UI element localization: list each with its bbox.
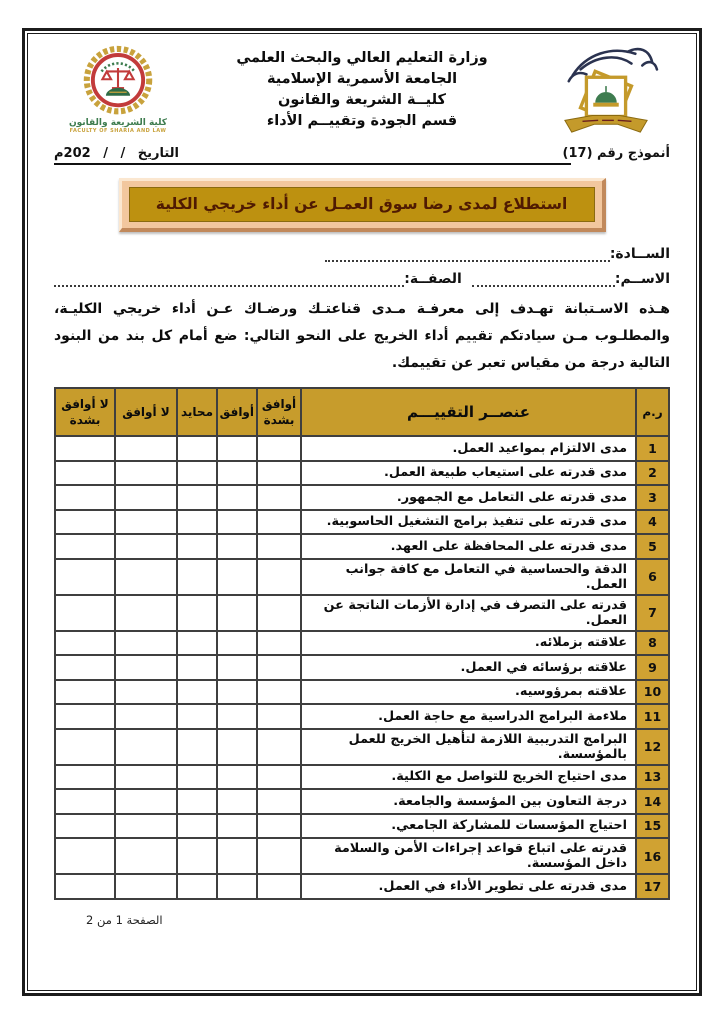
rating-cell-strongly-agree[interactable]: [257, 765, 301, 790]
row-item: قدرته على اتباع قواعد إجراءات الأمن والسلامة داخل المؤسسة.: [301, 838, 636, 874]
row-number: 6: [636, 559, 669, 595]
row-item: قدرته على التصرف في إدارة الأزمات الناتجة عن العمل.: [301, 595, 636, 631]
row-item: احتياج المؤسسات للمشاركة الجامعي.: [301, 814, 636, 839]
table-row: [55, 485, 669, 510]
sada-label: الســادة:: [609, 246, 670, 262]
faculty-seal-icon: [70, 42, 166, 120]
rating-cell-agree[interactable]: [217, 595, 257, 631]
row-number: 5: [636, 534, 669, 559]
table-row: [55, 655, 669, 680]
rating-cell-agree[interactable]: [217, 814, 257, 839]
title-banner-frame: [119, 178, 606, 232]
column-header-item: عنصــر التقييـــم: [301, 388, 636, 436]
rating-cell-strongly-agree[interactable]: [257, 485, 301, 510]
rating-cell-neutral[interactable]: [177, 765, 217, 790]
rating-cell-neutral[interactable]: [177, 874, 217, 899]
table-row: [55, 838, 669, 874]
rating-cell-agree[interactable]: [217, 789, 257, 814]
table-row: [55, 559, 669, 595]
column-header-disagree: لا أوافق: [115, 388, 177, 436]
rating-cell-disagree[interactable]: [115, 729, 177, 765]
rating-cell-strongly-disagree[interactable]: [55, 765, 115, 790]
page-number-label: الصفحة 1 من 2: [86, 912, 163, 927]
row-number: 2: [636, 461, 669, 486]
rating-cell-disagree[interactable]: [115, 838, 177, 874]
rating-cell-agree[interactable]: [217, 838, 257, 874]
rating-cell-neutral[interactable]: [177, 680, 217, 705]
university-emblem-icon: [547, 42, 665, 138]
rating-cell-disagree[interactable]: [115, 595, 177, 631]
rating-cell-agree[interactable]: [217, 559, 257, 595]
rating-cell-agree[interactable]: [217, 765, 257, 790]
row-number: 8: [636, 631, 669, 656]
faculty-seal-logo-icon: [54, 42, 182, 134]
table-row: [55, 510, 669, 535]
row-item: علاقته برؤسائه في العمل.: [301, 655, 636, 680]
rating-cell-strongly-agree[interactable]: [257, 559, 301, 595]
rating-cell-neutral[interactable]: [177, 485, 217, 510]
rating-cell-neutral[interactable]: [177, 814, 217, 839]
rating-cell-strongly-agree[interactable]: [257, 510, 301, 535]
rating-cell-disagree[interactable]: [115, 680, 177, 705]
table-row: [55, 595, 669, 631]
rating-cell-disagree[interactable]: [115, 631, 177, 656]
row-item: مدى قدرته على تطوير الأداء في العمل.: [301, 874, 636, 899]
rating-cell-strongly-agree[interactable]: [257, 655, 301, 680]
rating-cell-strongly-disagree[interactable]: [55, 534, 115, 559]
rating-cell-strongly-agree[interactable]: [257, 680, 301, 705]
identity-fields: [54, 246, 670, 287]
sada-input[interactable]: [325, 248, 610, 262]
university-emblem-logo-icon: [542, 42, 670, 138]
survey-instructions: هـذه الاسـتبانة تهـدف إلى معرفـة مـدى قناعتـك ورضـاك عـن أداء خريجي الكليـة، والمطلـوب مـن سيادتكم تقييم أداء الخريج على النحو التالي: ضع أمام كل بند من البنود التالية درجة من مقياس تعبر عن تقييمك.: [54, 301, 670, 371]
faculty-caption-english: FACULTY OF SHARIA AND LAW: [69, 128, 167, 134]
row-number: 15: [636, 814, 669, 839]
rating-cell-strongly-agree[interactable]: [257, 789, 301, 814]
rating-cell-agree[interactable]: [217, 680, 257, 705]
rating-cell-strongly-agree[interactable]: [257, 838, 301, 874]
rating-cell-disagree[interactable]: [115, 461, 177, 486]
evaluation-table: [54, 387, 670, 900]
rating-cell-disagree[interactable]: [115, 874, 177, 899]
rating-cell-agree[interactable]: [217, 655, 257, 680]
row-number: 12: [636, 729, 669, 765]
table-row: [55, 789, 669, 814]
rating-cell-strongly-agree[interactable]: [257, 814, 301, 839]
page-footer: [54, 909, 670, 928]
rating-cell-agree[interactable]: [217, 510, 257, 535]
evaluation-table-body: [55, 436, 669, 899]
rating-cell-strongly-agree[interactable]: [257, 595, 301, 631]
table-row: [55, 534, 669, 559]
rating-cell-strongly-disagree[interactable]: [55, 838, 115, 874]
rating-cell-disagree[interactable]: [115, 510, 177, 535]
row-item: ملاءمة البرامج الدراسية مع حاجة العمل.: [301, 704, 636, 729]
rating-cell-neutral[interactable]: [177, 461, 217, 486]
rating-cell-disagree[interactable]: [115, 704, 177, 729]
survey-title: استطلاع لمدى رضا سوق العمـل عن أداء خريجي الكلية: [129, 187, 595, 222]
sifa-label: الصفــة:: [404, 271, 462, 287]
rating-cell-disagree[interactable]: [115, 655, 177, 680]
rating-cell-strongly-disagree[interactable]: [55, 704, 115, 729]
name-input[interactable]: [472, 273, 615, 287]
column-header-number: ر.م: [636, 388, 669, 436]
rating-cell-agree[interactable]: [217, 729, 257, 765]
rating-cell-neutral[interactable]: [177, 436, 217, 461]
document-header: [54, 42, 670, 142]
rating-cell-agree[interactable]: [217, 874, 257, 899]
row-item: درجة التعاون بين المؤسسة والجامعة.: [301, 789, 636, 814]
rating-cell-disagree[interactable]: [115, 534, 177, 559]
rating-cell-neutral[interactable]: [177, 704, 217, 729]
rating-cell-agree[interactable]: [217, 704, 257, 729]
rating-cell-neutral[interactable]: [177, 838, 217, 874]
rating-cell-neutral[interactable]: [177, 534, 217, 559]
row-number: 4: [636, 510, 669, 535]
rating-cell-strongly-disagree[interactable]: [55, 559, 115, 595]
column-header-agree: أوافق: [217, 388, 257, 436]
rating-cell-strongly-disagree[interactable]: [55, 789, 115, 814]
table-header-row: [55, 388, 669, 436]
rating-cell-disagree[interactable]: [115, 765, 177, 790]
row-number: 7: [636, 595, 669, 631]
rating-cell-neutral[interactable]: [177, 595, 217, 631]
faculty-caption-arabic: كلية الشريعة والقانون: [68, 118, 168, 128]
row-number: 14: [636, 789, 669, 814]
rating-cell-strongly-disagree[interactable]: [55, 655, 115, 680]
rating-cell-strongly-agree[interactable]: [257, 534, 301, 559]
rating-cell-strongly-disagree[interactable]: [55, 461, 115, 486]
table-row: [55, 461, 669, 486]
table-row: [55, 631, 669, 656]
form-number: أنموذج رقم (17): [562, 146, 670, 161]
rating-cell-strongly-agree[interactable]: [257, 461, 301, 486]
table-row: [55, 874, 669, 899]
rating-cell-neutral[interactable]: [177, 655, 217, 680]
rating-cell-neutral[interactable]: [177, 729, 217, 765]
column-header-strongly-agree: أوافق بشدة: [257, 388, 301, 436]
table-row: [55, 436, 669, 461]
rating-cell-agree[interactable]: [217, 436, 257, 461]
row-item: الدقة والحساسية في التعامل مع كافة جوانب العمل.: [301, 559, 636, 595]
rating-cell-strongly-disagree[interactable]: [55, 485, 115, 510]
rating-cell-strongly-agree[interactable]: [257, 704, 301, 729]
header-divider: [54, 163, 571, 165]
rating-cell-disagree[interactable]: [115, 485, 177, 510]
university-line: الجامعة الأسمرية الإسلامية: [266, 71, 458, 87]
faculty-line: كليــة الشريعة والقانون: [278, 92, 446, 108]
rating-cell-agree[interactable]: [217, 461, 257, 486]
row-number: 17: [636, 874, 669, 899]
rating-cell-strongly-disagree[interactable]: [55, 729, 115, 765]
department-line: قسم الجودة وتقييــم الأداء: [266, 113, 458, 129]
column-header-strongly-disagree: لا أوافق بشدة: [55, 388, 115, 436]
rating-cell-strongly-disagree[interactable]: [55, 436, 115, 461]
date-field[interactable]: التاريخ / / 202م: [54, 146, 180, 161]
row-item: مدى قدرته على التعامل مع الجمهور.: [301, 485, 636, 510]
rating-cell-agree[interactable]: [217, 631, 257, 656]
rating-cell-disagree[interactable]: [115, 559, 177, 595]
rating-cell-neutral[interactable]: [177, 631, 217, 656]
row-item: مدى احتياج الخريج للتواصل مع الكلية.: [301, 765, 636, 790]
row-item: علاقته بزملائه.: [301, 631, 636, 656]
rating-cell-strongly-disagree[interactable]: [55, 631, 115, 656]
rating-cell-disagree[interactable]: [115, 814, 177, 839]
form-meta-row: [54, 146, 670, 161]
row-number: 11: [636, 704, 669, 729]
rating-cell-strongly-agree[interactable]: [257, 436, 301, 461]
row-item: مدى قدرته على تنفيذ برامج التشغيل الحاسوبية.: [301, 510, 636, 535]
row-item: البرامج التدريبية اللازمة لتأهيل الخريج للعمل بالمؤسسة.: [301, 729, 636, 765]
rating-cell-strongly-agree[interactable]: [257, 729, 301, 765]
rating-cell-agree[interactable]: [217, 485, 257, 510]
ministry-title-block: [182, 42, 542, 132]
rating-cell-strongly-disagree[interactable]: [55, 814, 115, 839]
page-border-frame: [22, 28, 702, 996]
rating-cell-strongly-disagree[interactable]: [55, 680, 115, 705]
rating-cell-strongly-agree[interactable]: [257, 874, 301, 899]
table-row: [55, 680, 669, 705]
sifa-input[interactable]: [54, 273, 404, 287]
row-number: 9: [636, 655, 669, 680]
rating-cell-agree[interactable]: [217, 534, 257, 559]
name-label: الاســم:: [614, 271, 670, 287]
rating-cell-neutral[interactable]: [177, 789, 217, 814]
table-row: [55, 729, 669, 765]
row-number: 13: [636, 765, 669, 790]
row-item: علاقته بمرؤوسيه.: [301, 680, 636, 705]
rating-cell-strongly-disagree[interactable]: [55, 874, 115, 899]
rating-cell-strongly-disagree[interactable]: [55, 595, 115, 631]
table-row: [55, 814, 669, 839]
rating-cell-neutral[interactable]: [177, 559, 217, 595]
ministry-line: وزارة التعليم العالي والبحث العلمي: [236, 50, 488, 66]
column-header-neutral: محايد: [177, 388, 217, 436]
table-row: [55, 765, 669, 790]
row-item: مدى قدرته على المحافظة على العهد.: [301, 534, 636, 559]
rating-cell-strongly-disagree[interactable]: [55, 510, 115, 535]
rating-cell-disagree[interactable]: [115, 789, 177, 814]
rating-cell-disagree[interactable]: [115, 436, 177, 461]
row-item: مدى الالتزام بمواعيد العمل.: [301, 436, 636, 461]
row-item: مدى قدرته على استيعاب طبيعة العمل.: [301, 461, 636, 486]
row-number: 16: [636, 838, 669, 874]
row-number: 10: [636, 680, 669, 705]
row-number: 3: [636, 485, 669, 510]
row-number: 1: [636, 436, 669, 461]
table-row: [55, 704, 669, 729]
rating-cell-neutral[interactable]: [177, 510, 217, 535]
rating-cell-strongly-agree[interactable]: [257, 631, 301, 656]
